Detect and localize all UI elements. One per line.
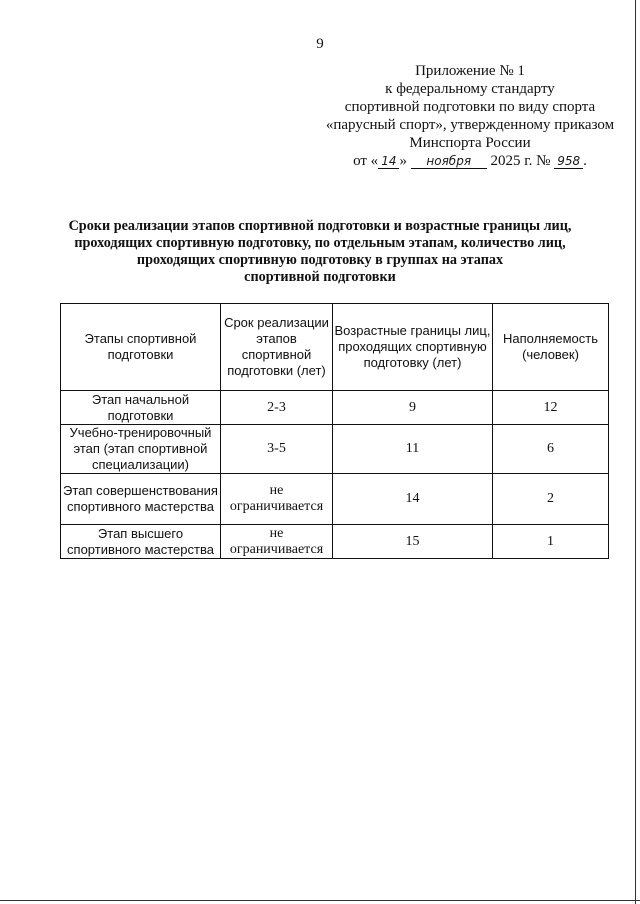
appendix-line-1: Приложение № 1 bbox=[415, 63, 525, 79]
header-stages: Этапы спортивной подготовки bbox=[61, 304, 221, 391]
header-duration: Срок реализации этапов спортивной подготовки (лет) bbox=[221, 304, 333, 391]
cell-age: 15 bbox=[333, 525, 493, 559]
title-line-4: спортивной подготовки bbox=[244, 269, 396, 285]
cell-duration: не ограничивается bbox=[221, 474, 333, 525]
appendix-header bbox=[300, 62, 640, 170]
cell-stage: Учебно-тренировочный этап (этап спортивной специализации) bbox=[61, 425, 221, 474]
date-mid: » bbox=[399, 153, 407, 169]
cell-duration: 3-5 bbox=[221, 425, 333, 474]
appendix-line-3: спортивной подготовки по виду спорта bbox=[344, 99, 596, 115]
training-stages-table bbox=[60, 303, 609, 559]
date-year: 2025 г. № bbox=[490, 153, 551, 169]
table-row bbox=[61, 525, 609, 559]
scan-border-bottom bbox=[0, 900, 640, 901]
page-number: 9 bbox=[316, 36, 324, 52]
title-line-1: Сроки реализации этапов спортивной подготовки и возрастные границы лиц, bbox=[68, 218, 572, 234]
header-age-limits: Возрастные границы лиц, проходящих спортивную подготовку (лет) bbox=[333, 304, 493, 391]
date-suffix: . bbox=[583, 153, 587, 169]
cell-stage: Этап начальной подготовки bbox=[61, 391, 221, 425]
table-header-row bbox=[61, 304, 609, 391]
cell-capacity: 12 bbox=[493, 391, 609, 425]
date-day-handwritten: 14 bbox=[378, 154, 399, 169]
cell-stage: Этап высшего спортивного мастерства bbox=[61, 525, 221, 559]
cell-stage: Этап совершенствования спортивного мастерства bbox=[61, 474, 221, 525]
cell-capacity: 1 bbox=[493, 525, 609, 559]
document-title bbox=[40, 218, 600, 286]
cell-capacity: 2 bbox=[493, 474, 609, 525]
appendix-line-2: к федеральному стандарту bbox=[385, 81, 555, 97]
date-month-handwritten: ноября bbox=[411, 154, 487, 169]
appendix-line-4: «парусный спорт», утвержденному приказом bbox=[325, 117, 615, 133]
title-line-2: проходящих спортивную подготовку, по отдельным этапам, количество лиц, bbox=[74, 235, 566, 251]
cell-age: 11 bbox=[333, 425, 493, 474]
table-row bbox=[61, 425, 609, 474]
appendix-line-5: Минспорта России bbox=[409, 135, 531, 151]
cell-capacity: 6 bbox=[493, 425, 609, 474]
cell-age: 14 bbox=[333, 474, 493, 525]
table-row bbox=[61, 391, 609, 425]
date-prefix: от « bbox=[353, 153, 379, 169]
header-capacity: Наполняемость (человек) bbox=[493, 304, 609, 391]
appendix-date-line bbox=[300, 152, 640, 170]
cell-age: 9 bbox=[333, 391, 493, 425]
order-number-handwritten: 958 bbox=[554, 154, 583, 169]
cell-duration: не ограничивается bbox=[221, 525, 333, 559]
cell-duration: 2-3 bbox=[221, 391, 333, 425]
title-line-3: проходящих спортивную подготовку в группах на этапах bbox=[136, 252, 504, 268]
table-row bbox=[61, 474, 609, 525]
